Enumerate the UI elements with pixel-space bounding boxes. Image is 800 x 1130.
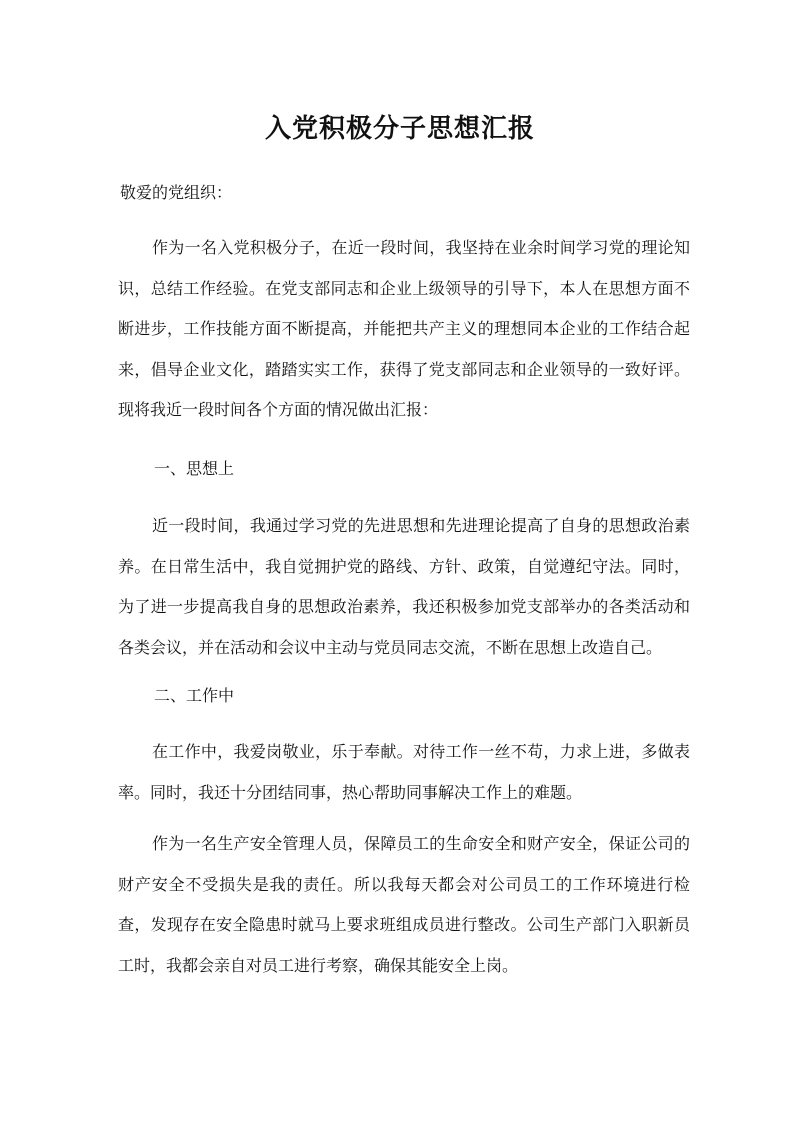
paragraph-work-safety: 作为一名生产安全管理人员，保障员工的生命安全和财产安全，保证公司的财产安全不受损失是我的责任。所以我每天都会对公司员工的工作环境进行检查，发现存在安全隐患时就马上要求班组成员进行整改。公司生产部门入职新员工时，我都会亲自对员工进行考察，确保其能安全上岗。 xyxy=(118,834,690,975)
paragraph-work-attitude: 在工作中，我爱岗敬业，乐于奉献。对待工作一丝不苟，力求上进，多做表率。同时，我还十分团结同事，热心帮助同事解决工作上的难题。 xyxy=(118,742,690,802)
salutation: 敬爱的党组织： xyxy=(120,183,233,202)
section-heading-thought: 一、思想上 xyxy=(154,459,235,478)
document-title: 入党积极分子思想汇报 xyxy=(264,114,535,144)
paragraph-thought: 近一段时间，我通过学习党的先进思想和先进理论提高了自身的思想政治素养。在日常生活中，我自觉拥护党的路线、方针、政策，自觉遵纪守法。同时，为了进一步提高我自身的思想政治素养，我还积极参加党支部举办的各类活动和各类会议，并在活动和会议中主动与党员同志交流，不断在思想上改造自己。 xyxy=(118,516,690,657)
paragraph-intro: 作为一名入党积极分子，在近一段时间，我坚持在业余时间学习党的理论知识，总结工作经验。在党支部同志和企业上级领导的引导下，本人在思想方面不断进步，工作技能方面不断提高，并能把共产主义的理想同本企业的工作结合起来，倡导企业文化，踏踏实实工作，获得了党支部同志和企业领导的一致好评。现将我近一段时间各个方面的情况做出汇报： xyxy=(118,238,690,419)
section-heading-work: 二、工作中 xyxy=(154,686,235,705)
